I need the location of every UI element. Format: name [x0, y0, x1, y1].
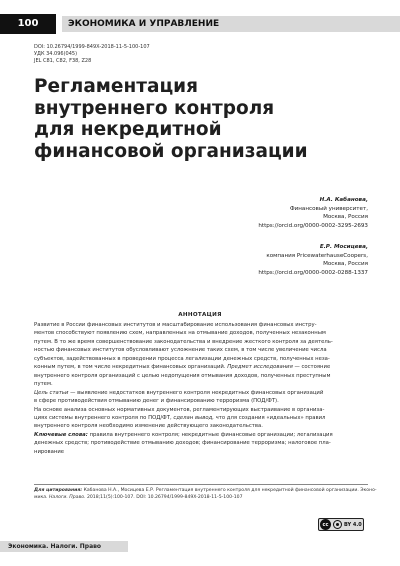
section-title: ЭКОНОМИКА И УПРАВЛЕНИЕ — [62, 16, 400, 32]
abstract-line: субъектов, задействованных в проведении процесса легализации денежных средств, полученных неза- — [34, 355, 330, 362]
article-title — [34, 76, 374, 162]
divider — [34, 484, 368, 485]
running-header — [0, 14, 400, 34]
author-name: Н.А. Кабанова, — [319, 197, 368, 203]
abstract-line — [34, 431, 368, 439]
author-orcid-link[interactable]: https://orcid.org/0000-0002-3295-2693 — [258, 223, 368, 230]
conclusion-label: сделан вывод, — [173, 414, 214, 421]
attribution-icon — [333, 520, 342, 529]
title-line: Регламентация — [34, 76, 199, 97]
abstract-line: путем. В то же время совершенствование законодательства и внедрение жесткого контроля за деятель- — [34, 338, 333, 345]
title-line: для некредитной — [34, 119, 222, 140]
title-line: внутреннего контроля — [34, 97, 275, 119]
doi[interactable]: DOI: 10.26794/1999-849X-2018-11-5-100-107 — [34, 44, 150, 50]
keywords-label: Ключевые слова: — [34, 431, 88, 438]
cc-license-badge[interactable] — [318, 518, 364, 531]
citation-text: 2018;11(5):100-107. DOI: 10.26794/1999-849X-2018-11-5-100-107 — [86, 495, 243, 500]
citation-text: Кабанова Н.А., Мосицева Е.Р. Регламентация внутреннего контроля для некредитной финансовой организации. Эконо- — [83, 488, 377, 493]
abstract-heading: АННОТАЦИЯ — [178, 312, 222, 318]
goal-label: Цель статьи — [34, 389, 69, 396]
abstract-text: конным путем, в том числе некредитных финансовых организаций. — [34, 364, 226, 371]
goal-text: — выявление недостатков внутреннего контроля некредитных финансовых организаций — [70, 389, 324, 396]
article-metadata — [34, 44, 150, 66]
abstract-line: внутреннего контроля организаций с целью недопущения отмывания доходов, полученных преступным — [34, 372, 331, 379]
abstract-line: ностью финансовых институтов обусловливают усложнение таких схем, в том числе увеличение числа — [34, 347, 327, 354]
subject-label: Предмет исследования — [227, 364, 293, 371]
conclusion-text: циях системы внутреннего контроля по ПОД/ФТ, — [34, 414, 172, 421]
authors-block — [68, 196, 368, 278]
title-line: финансовой организации — [34, 140, 308, 162]
abstract-line: Развитие в России финансовых институтов и масштабирование использования финансовых инстру- — [34, 322, 317, 328]
author-affiliation: компания PricewaterhauseCoopers, — [266, 252, 368, 259]
abstract-line: нирование — [34, 448, 65, 455]
citation-label: Для цитирования: — [34, 488, 83, 493]
conclusion-text: что для создания «идеальных» правил — [215, 414, 326, 421]
citation-journal: мика. Налоги. Право. — [34, 495, 86, 500]
creative-commons-icon: cc — [320, 519, 331, 530]
author-name: Е.Р. Мосицева, — [319, 243, 368, 250]
abstract-line: ментов способствуют появлению схем, направленных на отмывание доходов, полученных незаконным — [34, 330, 326, 337]
subject-text: — состояние — [294, 364, 331, 371]
abstract-line: путем. — [34, 381, 53, 388]
abstract-line: денежных средств; противодействие отмыванию доходов; финансирование терроризма; налоговое пла- — [34, 440, 331, 447]
abstract-body — [34, 321, 368, 456]
abstract-line: На основе анализа основных нормативных документов, регламентирующих выстраивание в организа- — [34, 406, 325, 413]
abstract-line — [34, 389, 368, 397]
author-orcid-link[interactable]: https://orcid.org/0000-0002-0288-1337 — [258, 269, 368, 276]
author-city: Москва, Россия — [323, 214, 368, 221]
author-city: Москва, Россия — [323, 261, 368, 268]
page-number: 100 — [0, 14, 56, 34]
abstract-line — [34, 363, 368, 371]
citation-block — [34, 487, 377, 501]
license-text: BY 4.0 — [344, 521, 362, 528]
abstract-line: внутреннего контроля необходимо изменение действующего законодательства. — [34, 423, 263, 430]
udc: УДК 34.096(045) — [34, 51, 78, 58]
keywords-text: правила внутреннего контроля; некредитные финансовые организации; легализация — [89, 431, 333, 438]
journal-footer: Экономика. Налоги. Право — [0, 541, 128, 552]
author-affiliation: Финансовый университет, — [289, 205, 368, 212]
jel-codes: JEL C81, C82, F38, Z28 — [34, 58, 92, 65]
abstract-line — [34, 414, 368, 422]
abstract-line: в сфере противодействия отмыванию денег и финансированию терроризма (ПОД/ФТ). — [34, 398, 279, 405]
